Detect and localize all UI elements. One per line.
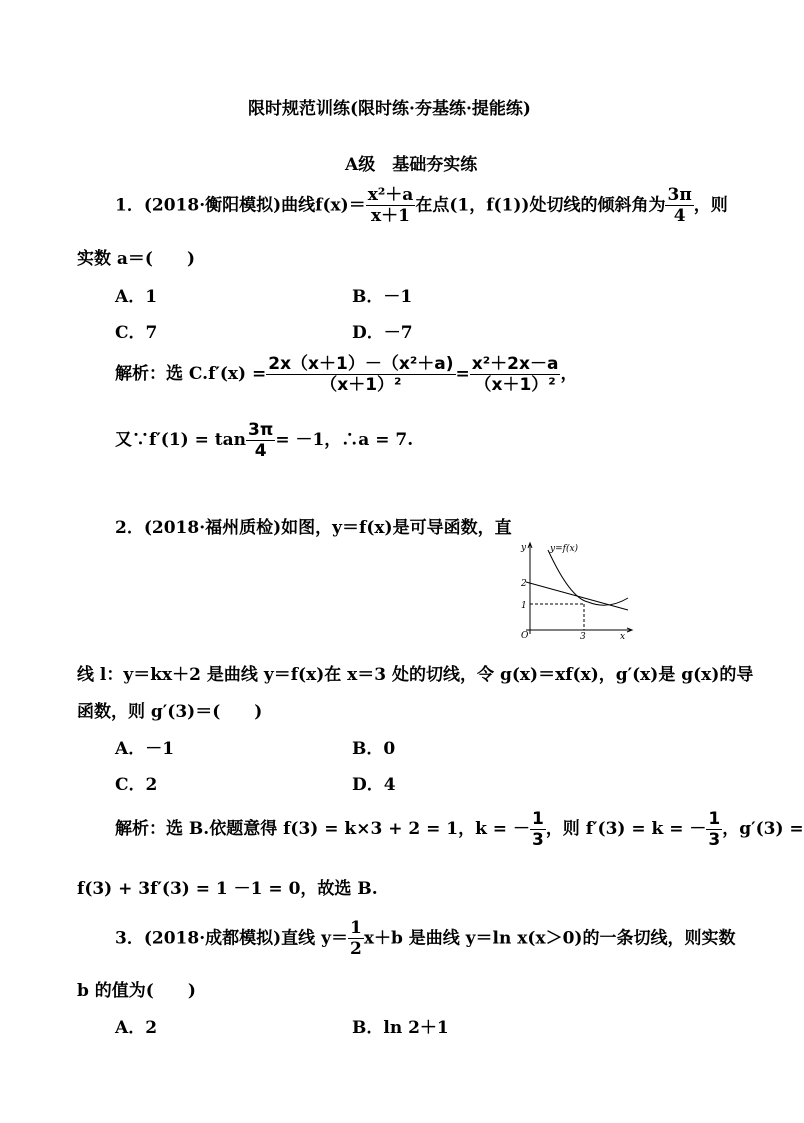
solution-1-line-1: 解析：选 C.f′(x) = $\frac{\text{2x（x＋1）－（x²＋a)}}{\text{（x＋1）²}}$ = $\frac{\text{x²＋2x－a}}{\text{（x＋1）²}}$ ，: [115, 353, 578, 395]
svg-text:O: O: [521, 631, 529, 641]
question-3-line-1: 3．(2018·成都模拟)直线 y＝ $\frac{1}{2}$ x＋b 是曲线 y＝ln x(x＞0)的一条切线，则实数: [115, 918, 736, 960]
question-3-line-2: b 的值为( ): [77, 981, 196, 1001]
tangent-line: [526, 582, 628, 610]
svg-text:x: x: [620, 632, 626, 642]
option-d: D．4: [352, 775, 396, 795]
option-b: B．ln 2＋1: [352, 1018, 449, 1038]
svg-text:y: y: [521, 543, 527, 553]
option-b: B．－1: [352, 287, 413, 307]
solution-2-line-1: 解析：选 B.依题意得 f(3) = k×3 + 2 = 1，k = － $\frac{1}{3}$ ，则 f′(3) = k = － $\frac{1}{3}$ ，g′(3) =: [115, 808, 804, 850]
question-2-line-2: 线 l：y＝kx＋2 是曲线 y＝f(x)在 x＝3 处的切线，令 g(x)＝xf(x)，g′(x)是 g(x)的导: [77, 665, 754, 685]
svg-text:3: 3: [580, 632, 586, 642]
section-heading: A级 基础夯实练: [345, 155, 478, 175]
solution-2-line-2: f(3) + 3f′(3) = 1 －1 = 0，故选 B.: [77, 879, 378, 899]
svg-text:1: 1: [521, 601, 527, 611]
question-1-line-1: 1．(2018·衡阳模拟)曲线f(x)＝ $\frac{\text{x²＋a}}{x+1}$ 在点(1，f(1))处切线的倾斜角为 $\frac{3\pi}{4}$ ，则: [115, 185, 728, 227]
question-source: (2018·衡阳模拟): [143, 195, 282, 216]
option-a: A．1: [115, 287, 158, 307]
question-2-line-1: 2．(2018·福州质检)如图，y＝f(x)是可导函数，直: [115, 518, 512, 538]
svg-text:2: 2: [521, 579, 527, 589]
option-a: A．2: [115, 1018, 158, 1038]
option-a: A．－1: [115, 739, 175, 759]
question-2-line-3: 函数，则 g′(3)＝( ): [77, 702, 263, 722]
option-b: B．0: [352, 739, 396, 759]
svg-text:y=f(x): y=f(x): [550, 544, 579, 554]
option-c: C．2: [115, 775, 158, 795]
option-d: D．－7: [352, 323, 413, 343]
solution-1-line-2: 又∵f′(1) = tan $\frac{3\pi}{4}$ = －1，∴a = 7.: [115, 419, 414, 461]
fraction: $\frac{\text{x²＋a}}{x+1}$: [367, 185, 414, 227]
question-1-line-2: 实数 a＝( ): [77, 249, 196, 269]
curve-f: [548, 550, 628, 605]
function-graph: [508, 538, 638, 640]
page-title: 限时规范训练(限时练·夯基练·提能练): [248, 99, 531, 119]
question-number: 1．: [115, 195, 144, 216]
option-c: C．7: [115, 323, 158, 343]
angle-fraction: $\frac{3\pi}{4}$: [667, 185, 692, 227]
